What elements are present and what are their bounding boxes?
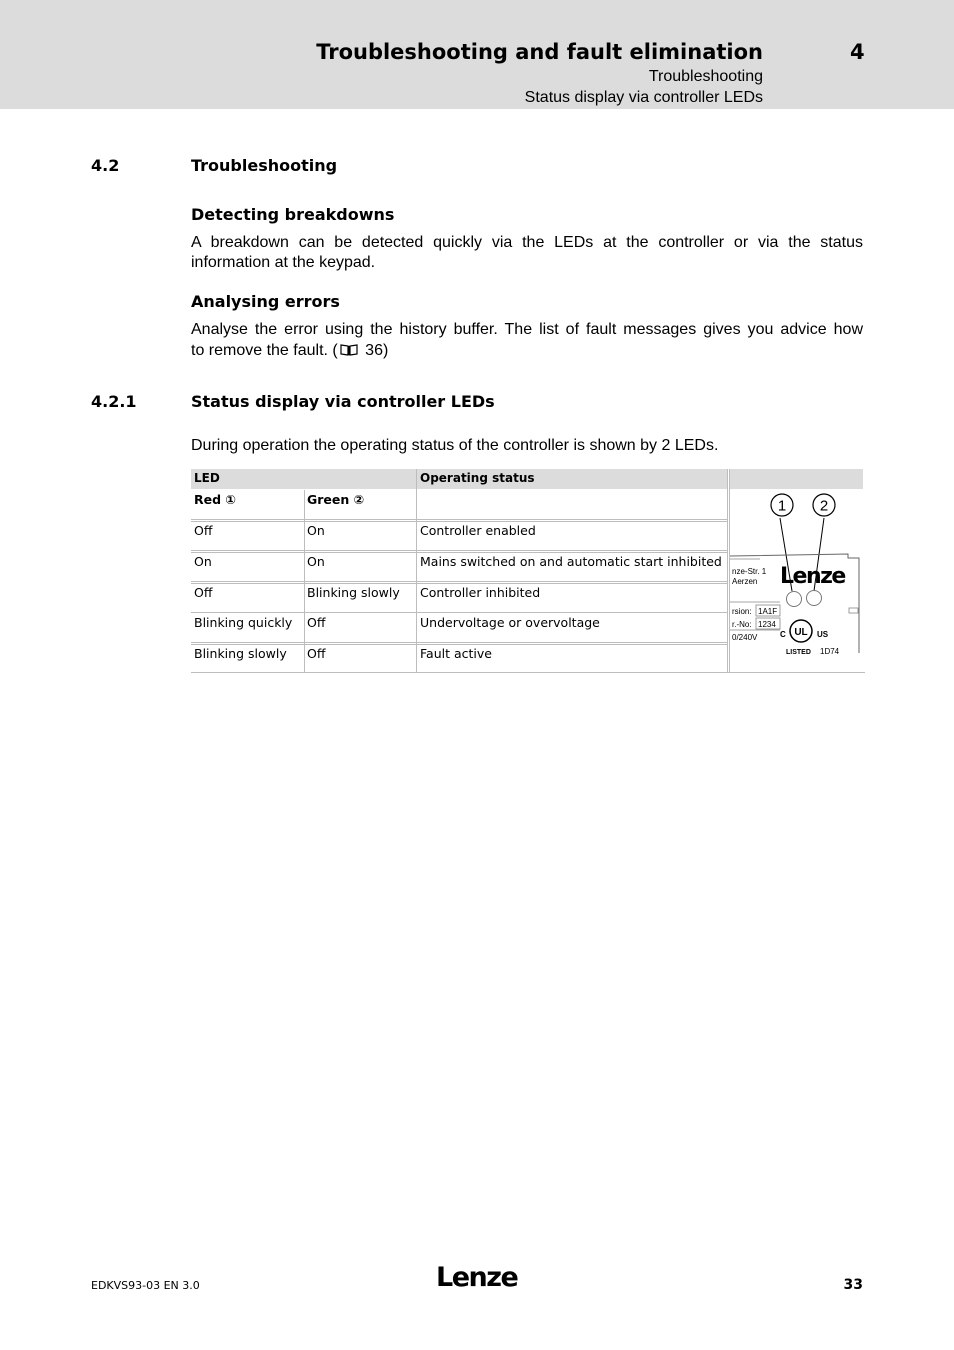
table-divider <box>727 469 728 673</box>
device-led-illustration <box>730 490 863 654</box>
ul-listed-text: LISTED <box>786 649 811 654</box>
device-voltage: 0/240V <box>732 633 758 642</box>
callout-number-1: 1 <box>777 497 787 515</box>
subsection-number: 4.2.1 <box>91 392 137 411</box>
table-cell-green: Blinking slowly <box>307 585 400 600</box>
table-cell-green: Off <box>307 615 326 630</box>
subheading-analysing: Analysing errors <box>191 292 340 311</box>
table-cell-status: Undervoltage or overvoltage <box>420 615 600 630</box>
device-version-label: rsion: <box>732 607 752 616</box>
table-row-divider <box>191 642 727 643</box>
table-row-divider <box>191 552 727 553</box>
device-label-line-1: nze-Str. 1 <box>732 567 767 576</box>
table-row-divider <box>191 612 727 613</box>
table-cell-red: Blinking slowly <box>194 646 287 661</box>
callout-number-2: 2 <box>819 497 829 515</box>
detecting-line-1: A breakdown can be detected quickly via the LEDs at the controller or via the status <box>191 234 863 251</box>
device-number-value: 1234 <box>758 620 776 629</box>
device-small-port <box>849 608 858 613</box>
led-green <box>807 591 822 606</box>
header-subtitle-1: Troubleshooting <box>648 68 763 85</box>
chapter-title: Troubleshooting and fault elimination <box>316 40 763 64</box>
table-cell-status: Controller inhibited <box>420 585 541 600</box>
table-cell-red: Off <box>194 585 213 600</box>
ul-mark-text: UL <box>794 627 808 638</box>
ul-c-text: C <box>780 630 786 639</box>
table-row-divider <box>191 550 727 551</box>
led-status-table <box>191 469 865 673</box>
footer-document-id: EDKVS93-03 EN 3.0 <box>91 1279 200 1292</box>
table-subheader-red: Red ① <box>194 492 236 507</box>
table-row-divider <box>191 519 727 520</box>
device-version-value: 1A1F <box>758 607 778 616</box>
analysing-line-2 <box>191 340 863 361</box>
intro-text: During operation the operating status of the controller is shown by 2 LEDs. <box>191 437 719 454</box>
analysing-line-2-prefix: to remove the fault. ( <box>191 342 338 359</box>
subheading-detecting: Detecting breakdowns <box>191 205 395 224</box>
table-cell-green: On <box>307 554 325 569</box>
footer-brand-logo: Lenze <box>436 1262 518 1293</box>
header-subtitle-2: Status display via controller LEDs <box>524 89 763 106</box>
subsection-title: Status display via controller LEDs <box>191 392 495 411</box>
table-row-divider <box>191 581 727 582</box>
table-cell-red: Blinking quickly <box>194 615 293 630</box>
chapter-number: 4 <box>850 40 865 64</box>
device-number-label: r.-No: <box>732 620 752 629</box>
table-row-divider <box>191 521 727 522</box>
table-header-status: Operating status <box>417 469 727 489</box>
table-cell-status: Fault active <box>420 646 492 661</box>
table-cell-status: Mains switched on and automatic start inhibited <box>420 554 722 569</box>
table-row-divider <box>191 583 727 584</box>
device-label-line-2: Aerzen <box>732 577 758 586</box>
ul-us-text: US <box>817 630 829 639</box>
table-header-led: LED <box>191 469 416 489</box>
section-number: 4.2 <box>91 156 120 175</box>
page-number: 33 <box>843 1277 863 1293</box>
table-cell-red: On <box>194 554 212 569</box>
table-cell-green: On <box>307 523 325 538</box>
detecting-line-2: information at the keypad. <box>191 254 376 271</box>
device-brand-logo: Lenze <box>780 564 845 589</box>
page-reference: 36) <box>360 342 389 359</box>
analysing-line-1: Analyse the error using the history buffer. The list of fault messages gives you advice how <box>191 321 863 338</box>
table-cell-red: Off <box>194 523 213 538</box>
table-bottom-border <box>191 672 865 673</box>
table-subheader-green: Green ② <box>307 492 365 507</box>
book-reference-icon <box>340 344 358 356</box>
table-header-illustration <box>729 469 863 489</box>
led-red <box>787 592 802 607</box>
table-cell-status: Controller enabled <box>420 523 536 538</box>
ul-code-text: 1D74 <box>820 647 840 654</box>
section-title: Troubleshooting <box>191 156 338 175</box>
table-cell-green: Off <box>307 646 326 661</box>
table-row-divider <box>191 644 727 645</box>
